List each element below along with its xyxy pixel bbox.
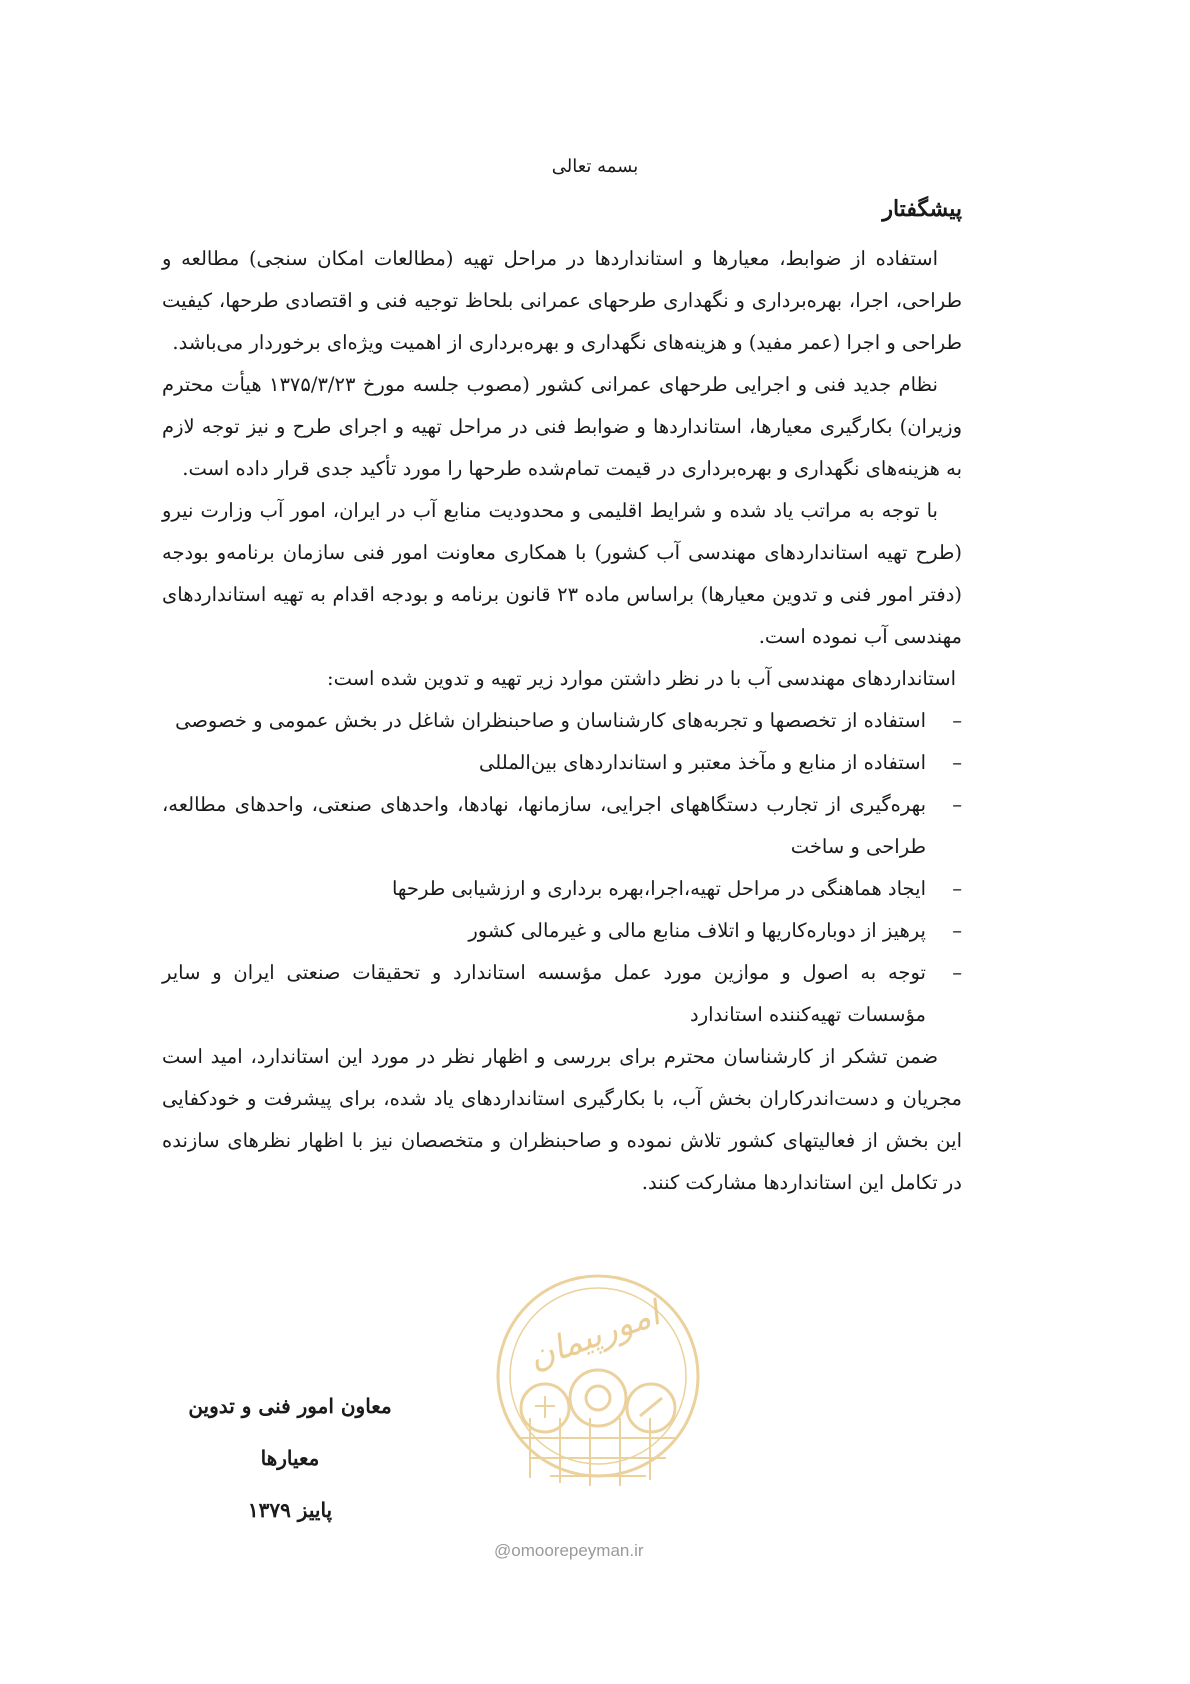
list-item	[162, 784, 962, 868]
signature-date: پاییز ۱۳۷۹	[247, 1498, 333, 1522]
list-item	[162, 868, 962, 910]
omoorepeyman-logo-icon	[490, 1268, 706, 1528]
bullet-dash: –	[952, 919, 962, 942]
preface-body	[162, 238, 962, 1204]
closing-paragraph: ضمن تشکر از کارشناسان محترم برای بررسی و اظهار نظر در مورد این استاندارد، امید است مجریان و دست‌اندرکاران بخش آب، با بکارگیری استانداردهای یاد شده، برای پیشرفت و خودکفایی این بخش از فعالیتهای کشور تلاش نموده و صاحبنظران و متخصصان نیز با اظهار نظرهای سازنده در تکامل این استانداردها مشارکت کنند.	[162, 1045, 962, 1194]
bullet-dash: –	[952, 793, 962, 816]
paragraph-3: با توجه به مراتب یاد شده و شرایط اقلیمی و محدودیت منابع آب در ایران، امور آب وزارت نیرو (طرح تهیه استانداردهای مهندسی آب کشور) با همکاری معاونت امور فنی سازمان برنامه‌و بودجه (دفتر امور فنی و تدوین معیارها) براساس ماده ۲۳ قانون برنامه و بودجه اقدام به تهیه استانداردهای مهندسی آب نموده است.	[162, 499, 962, 648]
signature-line-1: معاون امور فنی و تدوین	[188, 1394, 392, 1418]
watermark-brand-text: امورپیمان	[523, 1293, 666, 1378]
paragraph-1: استفاده از ضوابط، معیارها و استانداردها در مراحل تهیه (مطالعات امکان سنجی) مطالعه و طراحی، اجرا، بهره‌برداری و نگهداری طرحهای عمرانی بلحاظ توجیه فنی و اقتصادی طرحها، کیفیت طراحی و اجرا (عمر مفید) و هزینه‌های نگهداری و بهره‌برداری از اهمیت ویژه‌ای برخوردار می‌باشد.	[162, 247, 962, 354]
signature-block	[160, 1380, 420, 1536]
list-item	[162, 742, 962, 784]
list-item-text: پرهیز از دوباره‌کاریها و اتلاف منابع مالی و غیرمالی کشور	[468, 919, 926, 942]
list-item	[162, 952, 962, 1036]
page-title: پیشگفتار	[882, 196, 962, 222]
criteria-list	[162, 700, 962, 1036]
list-intro: استانداردهای مهندسی آب با در نظر داشتن موارد زیر تهیه و تدوین شده است:	[327, 667, 956, 690]
list-item	[162, 700, 962, 742]
list-item-text: توجه به اصول و موازین مورد عمل مؤسسه استاندارد و تحقیقات صنعتی ایران و سایر مؤسسات تهیه‌کننده استاندارد	[162, 961, 926, 1026]
watermark-caption: @omoorepeyman.ir	[494, 1541, 644, 1560]
bullet-dash: –	[952, 709, 962, 732]
list-item-text: بهره‌گیری از تجارب دستگاههای اجرایی، سازمانها، نهادها، واحدهای صنعتی، واحدهای مطالعه، طراحی و ساخت	[162, 793, 926, 858]
bullet-dash: –	[952, 877, 962, 900]
signature-line-2: معیارها	[260, 1446, 320, 1470]
list-item-text: ایجاد هماهنگی در مراحل تهیه،اجرا،بهره برداری و ارزشیابی طرحها	[391, 877, 926, 900]
list-item	[162, 910, 962, 952]
list-item-text: استفاده از منابع و مآخذ معتبر و استانداردهای بین‌المللی	[479, 751, 926, 774]
bullet-dash: –	[952, 751, 962, 774]
bullet-dash: –	[952, 961, 962, 984]
list-item-text: استفاده از تخصصها و تجربه‌های کارشناسان و صاحبنظران شاغل در بخش عمومی و خصوصی	[175, 709, 926, 732]
paragraph-2: نظام جدید فنی و اجرایی طرحهای عمرانی کشور (مصوب جلسه مورخ ۱۳۷۵/۳/۲۳ هیأت محترم وزیران) بکارگیری معیارها، استانداردها و ضوابط فنی در مراحل تهیه و اجرای طرح و نیز توجه لازم به هزینه‌های نگهداری و بهره‌برداری در قیمت تمام‌شده طرحها را مورد تأکید جدی قرار داده است.	[162, 373, 962, 480]
invocation-line: بسمه تعالی	[551, 156, 639, 177]
